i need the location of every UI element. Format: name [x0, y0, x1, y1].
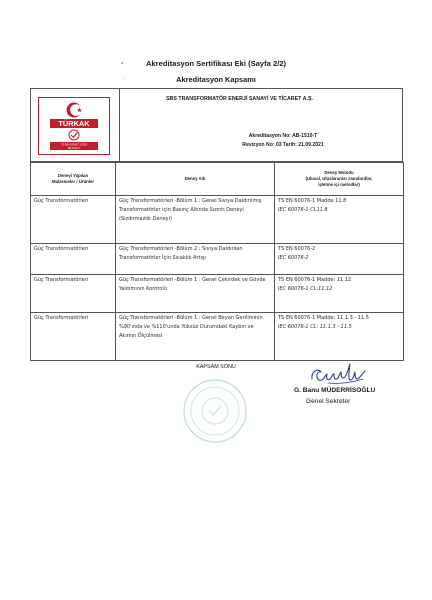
certificate-header — [30, 88, 403, 162]
svg-text:TÜRKAK: TÜRKAK — [58, 119, 90, 129]
method-iec: IEC 60076-1 CL:11.12 — [278, 286, 333, 293]
test-method-cell — [275, 244, 404, 275]
column-header-materials — [31, 163, 116, 196]
revision-info: Revizyon No: 03 Tarih: 21.09.2021 — [242, 142, 324, 148]
table-row — [31, 275, 404, 313]
test-name-cell: Güç Transformatörleri -Bölüm 1 : Genel Sıvıya Daldırılmış Transformatörler için Basınç Altında Sızıntı Deneyi (Sızdırmazlık Deneyi) — [116, 196, 275, 244]
column-header-line: Deney Adı — [184, 175, 206, 181]
turkak-logo — [38, 97, 110, 155]
table-header-row — [31, 163, 404, 196]
page-title: Akreditasyon Sertifikası Eki (Sayfa 2/2) — [145, 59, 287, 68]
test-name-cell: Güç Transformatörleri -Bölüm 1 : Genel Beyan Geriliminin %90'ında ve %110'unda Yüksüz Durumdaki Kaybın ve Akımın Ölçülmesi — [116, 313, 275, 361]
page-subtitle: Akreditasyon Kapsamı — [176, 75, 256, 84]
accreditation-scope-table — [30, 162, 404, 361]
column-header-test-method — [275, 163, 404, 196]
column-header-line: Deney Metodu — [324, 169, 354, 175]
method-ts: TS EN 60076-1 Madde: 11.12 — [278, 277, 352, 283]
column-header-test-name — [116, 163, 275, 196]
svg-text:TS EN ISO/IEC 17025: TS EN ISO/IEC 17025 — [61, 143, 87, 147]
accreditation-number: Akreditasyon No: AB-1510-T — [248, 133, 318, 139]
method-iec: IEC 60076-1 CL11.8 — [278, 207, 328, 214]
test-name-cell: Güç Transformatörleri -Bölüm 1 : Genel Çekirdek ve Gövde Yalıtımının Kontrolü — [116, 275, 275, 313]
method-ts: TS EN 60076-1 Madde: 11.1.3 - 11.5 — [278, 315, 369, 321]
column-header-line: Malzemeler / Ürünler — [51, 179, 95, 184]
material-cell: Güç Transformatörleri — [31, 313, 116, 361]
material-cell: Güç Transformatörleri — [31, 244, 116, 275]
column-header-line: Deneyi Yapılan — [57, 172, 89, 178]
header-divider — [119, 89, 120, 161]
scope-end-label: KAPSAM SONU — [196, 364, 236, 370]
column-header-line: işletme içi metodlar) — [318, 182, 360, 188]
test-method-cell — [275, 275, 404, 313]
method-ts: TS EN 60076-1 Madde 11.8 — [278, 198, 347, 204]
svg-text:AB-1510-T: AB-1510-T — [67, 147, 81, 150]
table-row — [31, 196, 404, 244]
test-method-cell — [275, 313, 404, 361]
signer-title: Genel Sekreter — [306, 398, 351, 405]
material-cell: Güç Transformatörleri — [31, 275, 116, 313]
method-iec: IEC 60076-1 CL: 11.1.3 - 11.5 — [278, 324, 352, 331]
table-row — [31, 244, 404, 275]
method-iec: IEC 60076-2 — [278, 255, 309, 262]
signer-name: G. Banu MÜDERRİSOĞLU — [294, 387, 376, 394]
handwritten-signature — [308, 359, 370, 389]
column-header-line: (Ulusal, Uluslararası standardlar, — [305, 175, 373, 181]
official-stamp — [182, 378, 248, 444]
company-name: SBS TRANSFORMATÖR ENERJİ SANAYİ VE TİCARET A.Ş. — [166, 96, 313, 102]
test-method-cell — [275, 196, 404, 244]
material-cell: Güç Transformatörleri — [31, 196, 116, 244]
table-row — [31, 313, 404, 361]
test-name-cell: Güç Transformatörleri -Bölüm 2 : Sıvıya Daldırılan Transformatörler İçin Sıcaklık Artışı — [116, 244, 275, 275]
method-ts: TS EN 60076-2 — [278, 246, 316, 252]
